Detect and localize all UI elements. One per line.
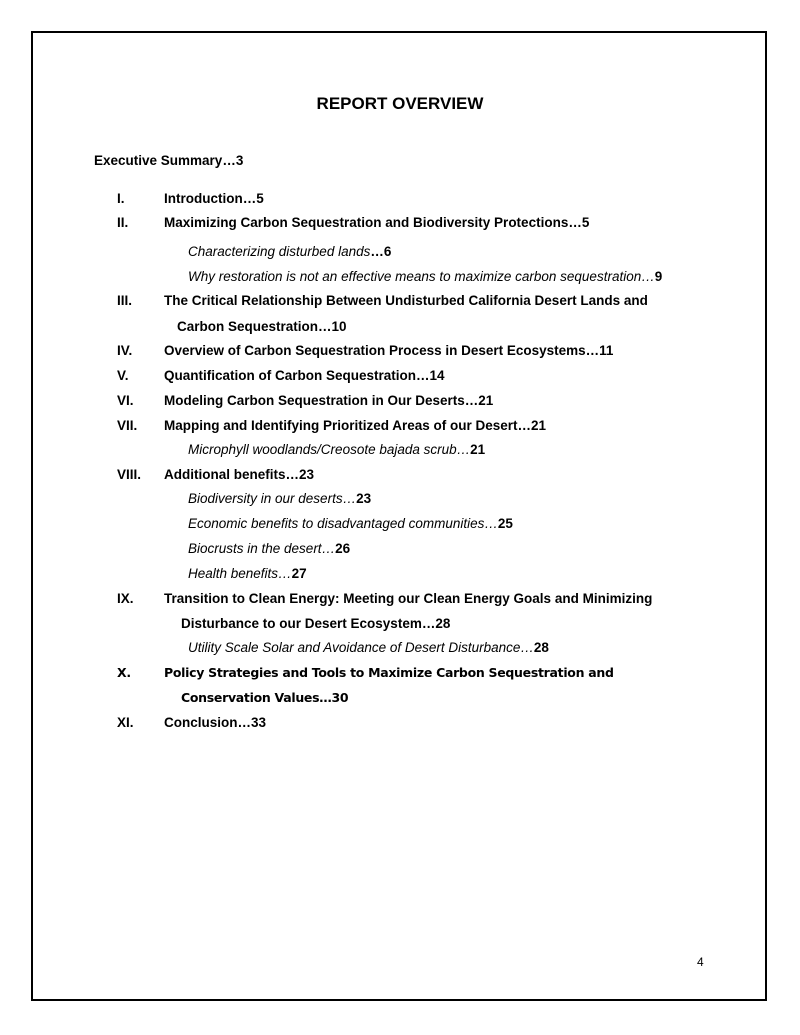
toc-entry-clean-energy	[164, 590, 652, 608]
toc-entry-text: Executive Summary	[94, 153, 223, 168]
toc-entry-maximizing	[164, 214, 589, 232]
toc-entry-text: Modeling Carbon Sequestration in Our Deserts	[164, 393, 465, 408]
page-number: 4	[697, 955, 704, 969]
toc-entry-continuation	[177, 318, 347, 336]
toc-page-ref: 28	[533, 640, 549, 655]
toc-entry-text: The Critical Relationship Between Undisturbed California Desert Lands and	[164, 293, 648, 308]
toc-subentry-text: Characterizing disturbed lands	[188, 244, 371, 259]
toc-entry-text: Conservation Values	[181, 690, 320, 705]
toc-entry-continuation	[181, 615, 450, 633]
toc-number: IV.	[117, 343, 133, 358]
toc-number: VIII.	[117, 467, 142, 482]
toc-number: II.	[117, 215, 129, 230]
toc-subentry-microphyll	[188, 441, 485, 459]
toc-page-ref: …23	[285, 467, 315, 482]
toc-entry-text: Overview of Carbon Sequestration Process in Desert Ecosystems	[164, 343, 586, 358]
toc-page-ref: …30	[319, 690, 349, 705]
toc-subentry-text: Biodiversity in our deserts…	[188, 491, 357, 506]
toc-number: III.	[117, 293, 133, 308]
toc-subentry-text: Health benefits…	[188, 566, 292, 581]
toc-page-ref: …21	[517, 418, 547, 433]
toc-page-ref: …6	[370, 244, 392, 259]
toc-entry-text: Quantification of Carbon Sequestration	[164, 368, 417, 383]
toc-entry-text: Policy Strategies and Tools to Maximize Carbon Sequestration and	[164, 665, 614, 680]
page-title: REPORT OVERVIEW	[316, 94, 484, 113]
toc-subentry-text: Biocrusts in the desert…	[188, 541, 336, 556]
toc-entry-text: Carbon Sequestration	[177, 319, 319, 334]
toc-entry-overview	[164, 342, 613, 360]
toc-entry-critical-relationship	[164, 292, 648, 310]
toc-entry-modeling	[164, 392, 493, 410]
toc-page-ref: …11	[585, 343, 614, 358]
toc-entry-text: Introduction	[164, 191, 243, 206]
toc-subentry-health	[188, 565, 307, 583]
toc-subentry-biodiversity	[188, 490, 371, 508]
toc-page-ref: …3	[222, 153, 244, 168]
toc-page-ref: …28	[421, 616, 451, 631]
toc-subentry-disturbed-lands	[188, 243, 391, 261]
toc-subentry-text: Utility Scale Solar and Avoidance of Desert Disturbance…	[188, 640, 534, 655]
toc-number: I.	[117, 191, 125, 206]
toc-subentry-text: Microphyll woodlands/Creosote bajada scrub…	[188, 442, 471, 457]
toc-entry-quantification	[164, 367, 445, 385]
toc-entry-text: Transition to Clean Energy: Meeting our Clean Energy Goals and Minimizing	[164, 591, 653, 606]
toc-number: V.	[117, 368, 129, 383]
toc-page-ref: 21	[470, 442, 486, 457]
toc-number: VII.	[117, 418, 138, 433]
toc-number: IX.	[117, 591, 134, 606]
toc-subentry-economic	[188, 515, 513, 533]
toc-entry-mapping	[164, 417, 546, 435]
toc-page-ref: …14	[416, 368, 445, 383]
toc-page-ref: …5	[242, 191, 264, 206]
toc-entry-conclusion	[164, 714, 266, 732]
toc-entry-continuation	[181, 689, 348, 707]
toc-entry-policy	[164, 664, 614, 682]
toc-entry-text: Conclusion	[164, 715, 238, 730]
toc-entry-text: Disturbance to our Desert Ecosystem	[181, 616, 422, 631]
toc-subentry-utility-solar	[188, 639, 549, 657]
toc-number: VI.	[117, 393, 134, 408]
toc-entry-text: Additional benefits	[164, 467, 286, 482]
toc-page-ref: 9	[654, 269, 663, 284]
toc-entry-introduction	[164, 190, 264, 208]
toc-executive-summary	[94, 152, 243, 170]
toc-entry-text: Mapping and Identifying Prioritized Areas of our Desert	[164, 418, 518, 433]
toc-page-ref: 23	[356, 491, 372, 506]
toc-page-ref: 27	[291, 566, 307, 581]
toc-entry-text: Maximizing Carbon Sequestration and Biodiversity Protections	[164, 215, 569, 230]
toc-page-ref: …21	[464, 393, 494, 408]
toc-entry-additional-benefits	[164, 466, 314, 484]
toc-number: XI.	[117, 715, 134, 730]
toc-number: X.	[117, 665, 131, 680]
toc-page-ref: …5	[568, 215, 590, 230]
toc-subentry-text: Economic benefits to disadvantaged communities…	[188, 516, 498, 531]
toc-page-ref: 25	[497, 516, 513, 531]
toc-subentry-text: Why restoration is not an effective means to maximize carbon sequestration…	[188, 269, 655, 284]
toc-page-ref: …10	[318, 319, 347, 334]
toc-page-ref: …33	[237, 715, 267, 730]
toc-subentry-restoration	[188, 268, 662, 286]
toc-subentry-biocrusts	[188, 540, 350, 558]
toc-page-ref: 26	[335, 541, 351, 556]
